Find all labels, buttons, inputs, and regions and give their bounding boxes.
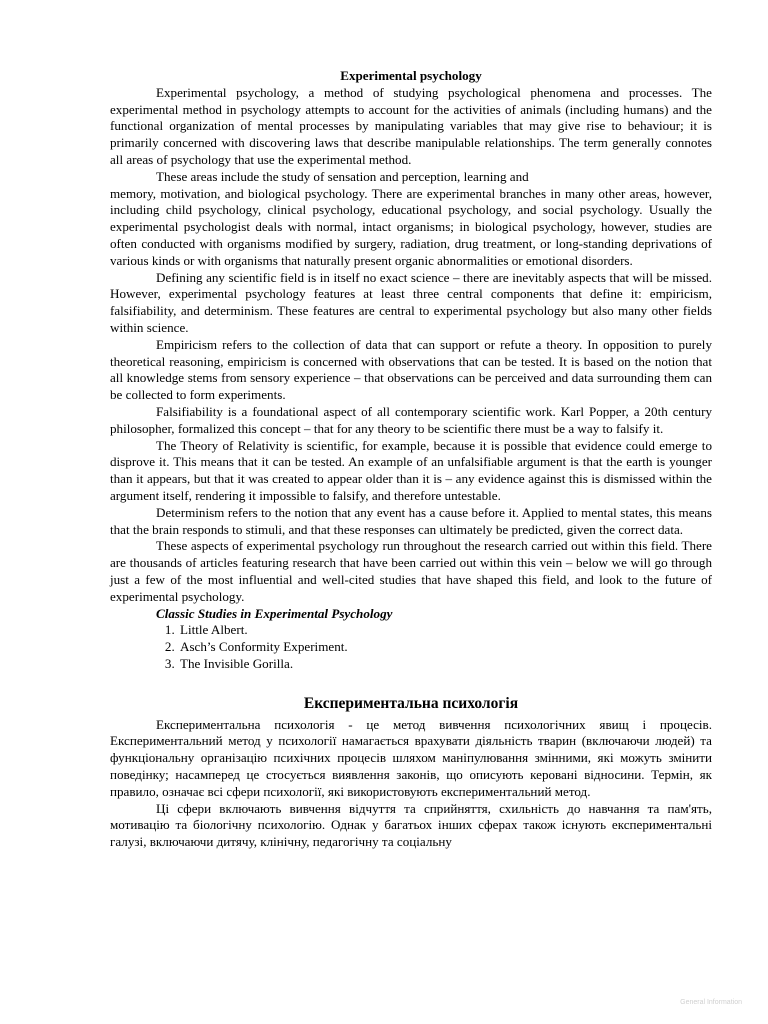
paragraph-areas-start: These areas include the study of sensation and perception, learning and	[156, 168, 529, 184]
classic-studies-heading: Classic Studies in Experimental Psychology	[156, 605, 393, 621]
studies-list	[110, 622, 712, 672]
page-title: Experimental psychology	[340, 68, 482, 83]
paragraph-defining: Defining any scientific field is in itself no exact science – there are inevitably aspects that will be missed. However, experimental psychology features at least three central components that define it: empiricism, falsifiability, and determinism. These features are central to experimental psychology but also many other fields within science.	[110, 269, 712, 335]
uk-paragraph-areas: Ці сфери включають вивчення відчуття та сприйняття, схильність до навчання та пам'ять, мотивацію та біологічну психологію. Однак у багатьох інших сферах також існують експериментальні галузі, включаючи дитячу, клінічну, педагогічну та соціальну	[110, 800, 712, 850]
paragraph-determinism: Determinism refers to the notion that any event has a cause before it. Applied to mental states, this means that the brain responds to stimuli, and that these responses can ultimately be predicted, given the correct data.	[110, 504, 712, 537]
paragraph-intro: Experimental psychology, a method of studying psychological phenomena and processes. The experimental method in psychology attempts to account for the activities of animals (including humans) and the functional organization of mental processes by manipulating variables that may give rise to behaviour; it is primarily concerned with discovering laws that describe manipulable relationships. The term generally connotes all areas of psychology that use the experimental method.	[110, 84, 712, 167]
document-page	[110, 68, 712, 851]
footer-watermark: General Information	[680, 999, 742, 1006]
list-item: 3. The Invisible Gorilla.	[178, 656, 712, 673]
uk-title: Експериментальна психологія	[303, 694, 519, 712]
paragraph-empiricism: Empiricism refers to the collection of data that can support or refute a theory. In opposition to purely theoretical reasoning, empiricism is concerned with observations that can be tested. It is based on the notion that all knowledge stems from sensory experience – that observations can be perceived and data surrounding them can be collected to form experiments.	[110, 336, 712, 403]
list-item: 2. Asch’s Conformity Experiment.	[178, 639, 712, 656]
paragraph-aspects: These aspects of experimental psychology run throughout the research carried out within this field. There are thousands of articles featuring research that have been carried out within this vein – below we will go through just a few of the most influential and well-cited studies that have shaped this field, and look to the future of experimental psychology.	[110, 538, 712, 604]
paragraph-relativity: The Theory of Relativity is scientific, for example, because it is possible that evidence could emerge to disprove it. This means that it can be tested. An example of an unfalsifiable argument is that the earth is younger than it appears, but that it was created to appear older than it is – any evidence against this is dismissed within the argument itself, rendering it impossible to falsify, and therefore untestable.	[110, 437, 712, 503]
paragraph-falsifiability: Falsifiability is a foundational aspect of all contemporary scientific work. Karl Popper, a 20th century philosopher, formalized this concept – that for any theory to be scientific there must be a way to falsify it.	[110, 403, 712, 436]
list-item: 1. Little Albert.	[178, 622, 712, 639]
uk-paragraph-intro: Експериментальна психологія - це метод вивчення психологічних явищ і процесів. Експериментальний метод у психології намагається врахувати діяльність тварин (включаючи людей) та функціональну організацію психічних процесів шляхом маніпулювання змінними, які можуть змінити поведінку; насамперед це стосується виявлення законів, що описують керовані відносини. Термін, як правило, означає всі сфери психології, які використовують експериментальний метод.	[110, 716, 712, 799]
paragraph-areas-cont: memory, motivation, and biological psychology. There are experimental branches in many other areas, however, including child psychology, clinical psychology, educational psychology, and social psychology. Usually the experimental psychologist deals with normal, intact organisms; in biological psychology, however, studies are often conducted with organisms modified by surgery, radiation, drug treatment, or long-standing deprivations of various kinds or with organisms that naturally present organic abnormalities or emotional disorders.	[110, 185, 712, 268]
